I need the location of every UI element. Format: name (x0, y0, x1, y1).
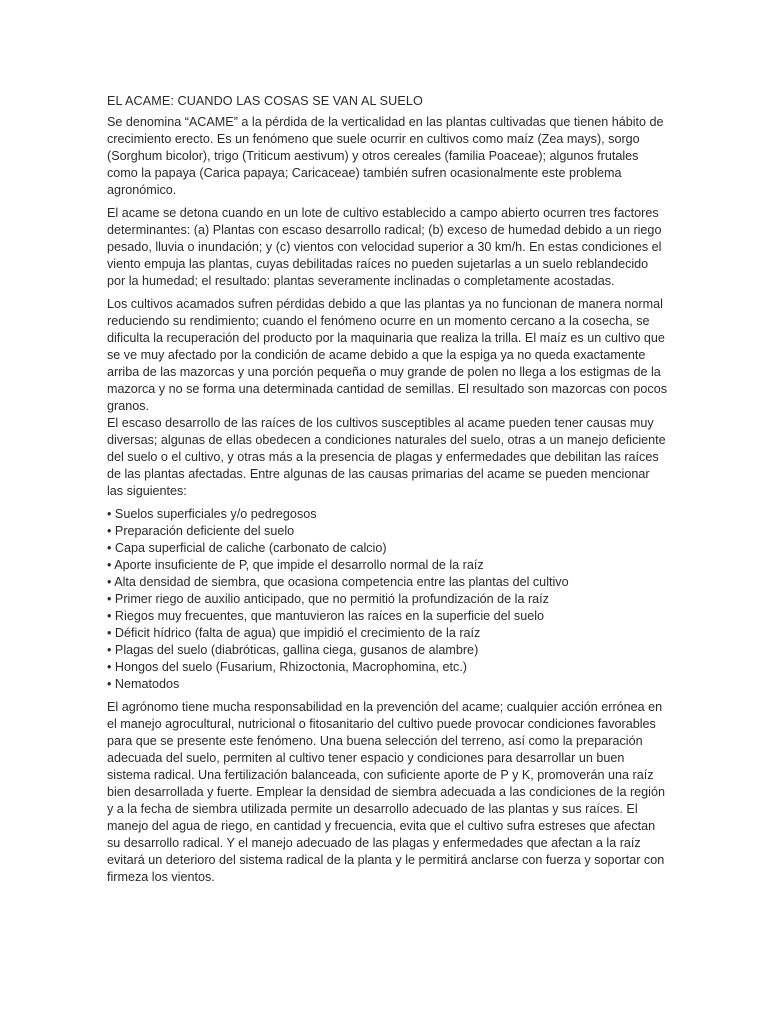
causes-list (107, 506, 667, 693)
bullet-marker: • (107, 643, 112, 657)
list-item-text: Déficit hídrico (falta de agua) que impidió el crecimiento de la raíz (114, 626, 481, 640)
list-item-text: Capa superficial de caliche (carbonato de calcio) (114, 541, 387, 555)
list-item (107, 676, 667, 693)
paragraph-root-development: El escaso desarrollo de las raíces de los cultivos susceptibles al acame pueden tener causas muy diversas; algunas de ellas obedecen a condiciones naturales del suelo, otras a un manejo deficiente del suelo o el cultivo, y otras más a la presencia de plagas y enfermedades que debilitan las raíces de las plantas afectadas. Entre algunas de las causas primarias del acame se pueden mencionar las siguientes: (107, 416, 666, 498)
list-item (107, 659, 667, 676)
bullet-marker: • (107, 660, 112, 674)
paragraph-causes-trigger: El acame se detona cuando en un lote de cultivo establecido a campo abierto ocurren tres factores determinantes: (a) Plantas con escaso desarrollo radical; (b) exceso de humedad debido a un riego pesado, lluvia o inundación; y (c) vientos con velocidad superior a 30 km/h. En estas condiciones el viento empuja las plantas, cuyas debilitadas raíces no pueden sujetarlas a un suelo reblandecido por la humedad; el resultado: plantas severamente inclinadas o completamente acostadas. (107, 206, 662, 288)
bullet-marker: • (107, 677, 112, 691)
list-item (107, 608, 667, 625)
list-item-text: Aporte insuficiente de P, que impide el desarrollo normal de la raíz (114, 558, 484, 572)
bullet-marker: • (107, 609, 112, 623)
list-item (107, 540, 667, 557)
list-item-text: Suelos superficiales y/o pedregosos (114, 507, 317, 521)
list-item (107, 557, 667, 574)
list-item-text: Plagas del suelo (diabróticas, gallina ciega, gusanos de alambre) (114, 643, 479, 657)
list-item (107, 591, 667, 608)
list-item (107, 506, 667, 523)
list-item-text: Primer riego de auxilio anticipado, que no permitió la profundización de la raíz (114, 592, 549, 606)
list-item (107, 642, 667, 659)
bullet-marker: • (107, 507, 112, 521)
list-item-text: Nematodos (114, 677, 180, 691)
bullet-marker: • (107, 558, 112, 572)
bullet-marker: • (107, 626, 112, 640)
list-item-text: Alta densidad de siembra, que ocasiona competencia entre las plantas del cultivo (114, 575, 569, 589)
list-item-text: Hongos del suelo (Fusarium, Rhizoctonia, Macrophomina, etc.) (114, 660, 468, 674)
list-item (107, 523, 667, 540)
bullet-marker: • (107, 592, 112, 606)
document-title: EL ACAME: CUANDO LAS COSAS SE VAN AL SUELO (107, 94, 423, 108)
paragraph-intro: Se denomina “ACAME” a la pérdida de la verticalidad en las plantas cultivadas que tienen hábito de crecimiento erecto. Es un fenómeno que suele ocurrir en cultivos como maíz (Zea mays), sorgo (Sorghum bicolor), trigo (Triticum aestivum) y otros cereales (familia Poaceae); algunos frutales como la papaya (Carica papaya; Caricaceae) también sufren ocasionalmente este problema agronómico. (107, 115, 664, 197)
list-item-text: Riegos muy frecuentes, que mantuvieron las raíces en la superficie del suelo (114, 609, 545, 623)
document-page (107, 93, 667, 892)
bullet-marker: • (107, 541, 112, 555)
bullet-marker: • (107, 524, 112, 538)
paragraph-losses: Los cultivos acamados sufren pérdidas debido a que las plantas ya no funcionan de manera normal reduciendo su rendimiento; cuando el fenómeno ocurre en un momento cercano a la cosecha, se dificulta la recuperación del producto por la maquinaria que realiza la trilla. El maíz es un cultivo que se ve muy afectado por la condición de acame debido a que la espiga ya no queda exactamente arriba de las mazorcas y una porción pequeña o muy grande de polen no llega a los estigmas de la mazorca y no se forma una determinada cantidad de semillas. El resultado son mazorcas con pocos granos. (107, 297, 668, 413)
paragraph-prevention: El agrónomo tiene mucha responsabilidad en la prevención del acame; cualquier acción errónea en el manejo agrocultural, nutricional o fitosanitario del cultivo puede provocar condiciones favorables para que se presente este fenómeno. Una buena selección del terreno, así como la preparación adecuada del suelo, permiten al cultivo tener espacio y condiciones para desarrollar un buen sistema radical. Una fertilización balanceada, con suficiente aporte de P y K, promoverán una raíz bien desarrollada y fuerte. Emplear la densidad de siembra adecuada a las condiciones de la región y a la fecha de siembra utilizada permite un desarrollo adecuado de las plantas y sus raíces. El manejo del agua de riego, en cantidad y frecuencia, evita que el cultivo sufra estreses que afectan su desarrollo radical. Y el manejo adecuado de las plagas y enfermedades que afectan a la raíz evitará un deterioro del sistema radical de la planta y le permitirá anclarse con fuerza y soportar con firmeza los vientos. (107, 700, 665, 884)
list-item (107, 625, 667, 642)
list-item-text: Preparación deficiente del suelo (114, 524, 295, 538)
bullet-marker: • (107, 575, 112, 589)
list-item (107, 574, 667, 591)
